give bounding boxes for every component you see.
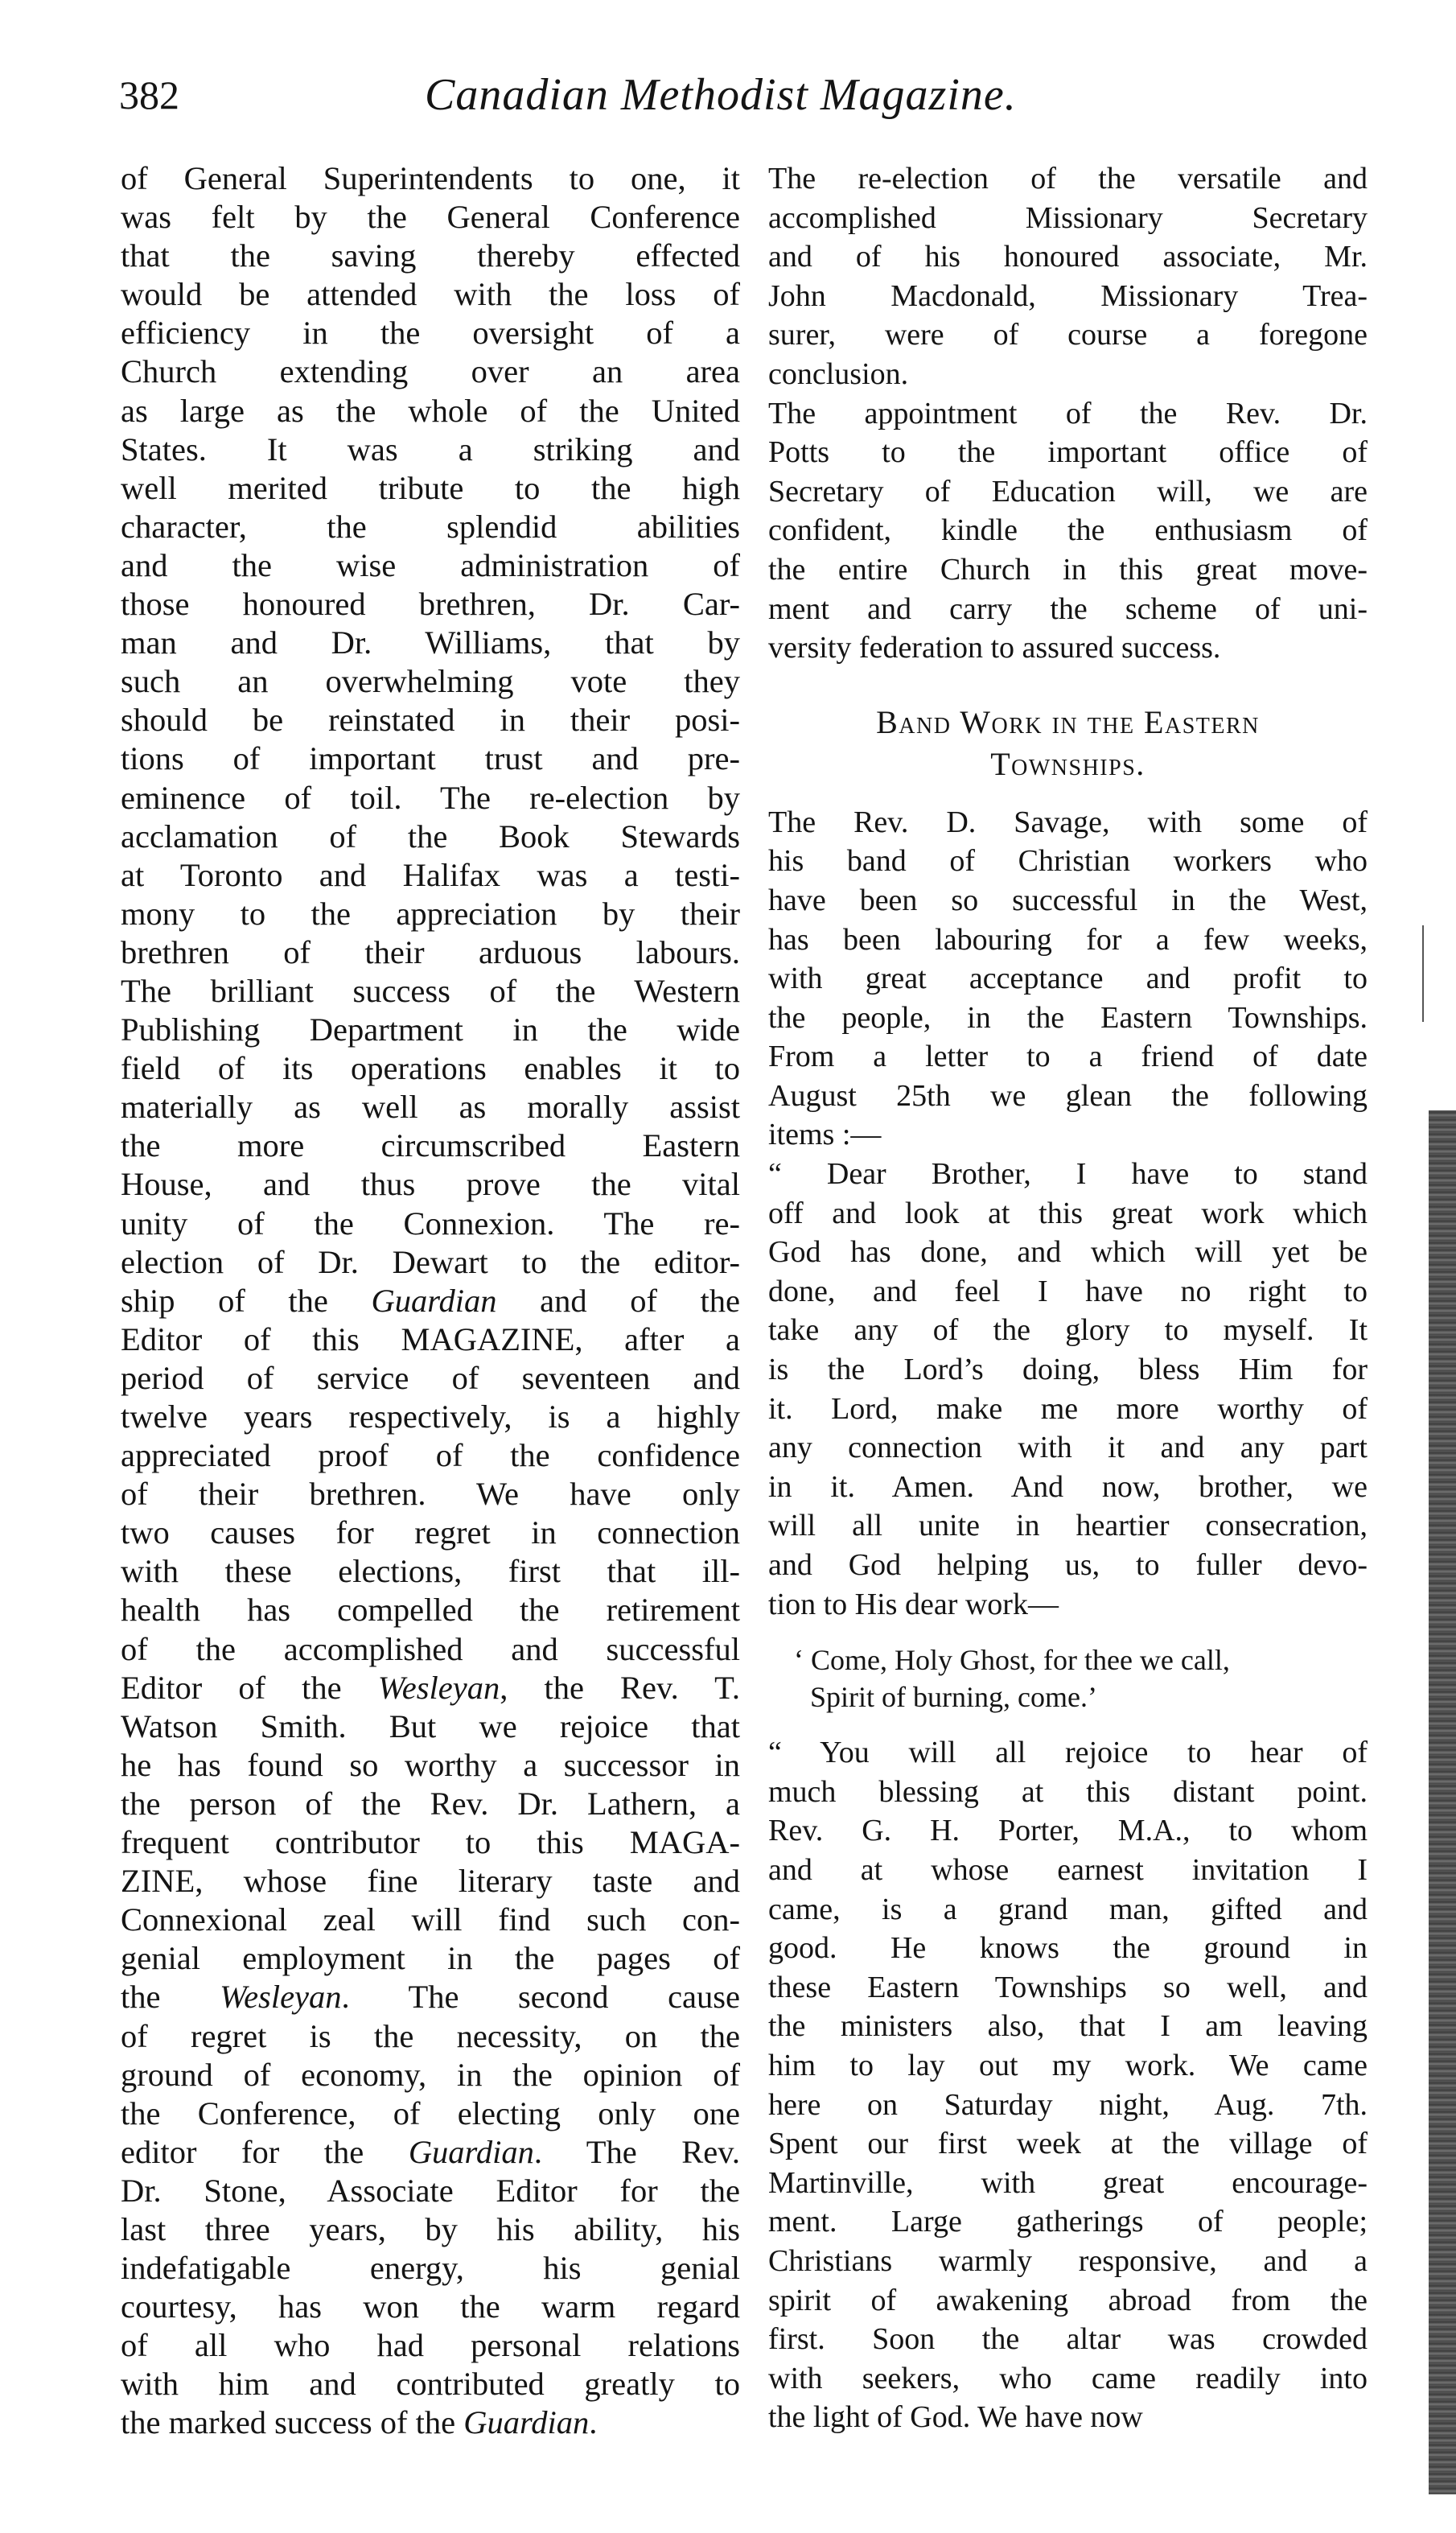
text-line: and the wise administration of [121, 546, 740, 583]
text-line: efficiency in the oversight of a [121, 315, 740, 352]
text-line: with seekers, who came readily into [768, 2361, 1368, 2395]
text-line: the entire Church in this great move- [768, 552, 1368, 587]
text-line: his band of Christian workers who [768, 844, 1368, 879]
text-line: items :— [768, 1118, 882, 1152]
text-line: accomplished Missionary Secretary [768, 200, 1368, 235]
text-line: the Wesleyan. The second cause [121, 1979, 740, 2016]
hymn-line-2: Spirit of burning, come.’ [810, 1681, 1097, 1714]
text-line: versity federation to assured success. [768, 631, 1221, 665]
text-line: John Macdonald, Missionary Trea- [768, 278, 1368, 313]
text-line: of their brethren. We have only [121, 1476, 740, 1513]
text-line: as large as the whole of the United [121, 392, 740, 429]
text-line: such an overwhelming vote they [121, 663, 740, 700]
scan-edge-shadow [1429, 1110, 1456, 2494]
text-line: the people, in the Eastern Townships. [768, 1000, 1368, 1035]
text-line: election of Dr. Dewart to the editor- [121, 1243, 740, 1280]
text-line: frequent contributor to this MAGA- [121, 1824, 740, 1861]
text-line: Rev. G. H. Porter, M.A., to whom [768, 1814, 1368, 1848]
text-line: and God helping us, to fuller devo- [768, 1548, 1368, 1582]
text-line: it. Lord, make me more worthy of [768, 1391, 1368, 1426]
text-line: that the saving thereby effected [121, 237, 740, 274]
text-line: good. He knows the ground in [768, 1931, 1368, 1966]
right-column [768, 159, 1368, 2437]
text-line: is the Lord’s doing, bless Him for [768, 1353, 1368, 1387]
text-line: first. Soon the altar was crowded [768, 2322, 1368, 2357]
text-line: conclusion. [768, 356, 909, 391]
text-line: two causes for regret in connection [121, 1514, 740, 1551]
text-line: Christians warmly responsive, and a [768, 2243, 1368, 2278]
text-line: of regret is the necessity, on the [121, 2017, 740, 2054]
text-line: the light of God. We have now [768, 2400, 1143, 2435]
text-line: ship of the Guardian and of the [121, 1282, 740, 1319]
text-line: in it. Amen. And now, brother, we [768, 1469, 1368, 1504]
text-line: of the accomplished and successful [121, 1630, 740, 1667]
text-line: health has compelled the retirement [121, 1592, 740, 1629]
text-line: take any of the glory to myself. It [768, 1313, 1368, 1348]
text-line: period of service of seventeen and [121, 1359, 740, 1396]
text-line: Potts to the important office of [768, 435, 1368, 470]
text-line: twelve years respectively, is a highly [121, 1398, 740, 1435]
text-line: him to lay out my work. We came [768, 2048, 1368, 2082]
text-line: The appointment of the Rev. Dr. [768, 396, 1368, 430]
text-line: “ Dear Brother, I have to stand [768, 1157, 1368, 1192]
hymn-line-1: ‘ Come, Holy Ghost, for thee we call, [794, 1644, 1230, 1677]
text-line: of General Superintendents to one, it [121, 160, 740, 196]
section-heading-line-2: Townships. [990, 745, 1145, 782]
text-line: done, and feel I have no right to [768, 1274, 1368, 1308]
running-title: Canadian Methodist Magazine. [425, 70, 1017, 120]
text-line: States. It was a striking and [121, 430, 740, 467]
text-line: the marked success of the Guardian. [121, 2404, 598, 2441]
right-column-letter [768, 1733, 1368, 2437]
text-line: House, and thus prove the vital [121, 1166, 740, 1203]
text-line: here on Saturday night, Aug. 7th. [768, 2087, 1368, 2122]
text-line: the person of the Rev. Dr. Lathern, a [121, 1785, 740, 1822]
text-line: “ You will all rejoice to hear of [768, 1736, 1368, 1770]
text-line: these Eastern Townships so well, and [768, 1970, 1368, 2004]
text-line: have been so successful in the West, [768, 883, 1368, 917]
text-line: The Rev. D. Savage, with some of [768, 805, 1368, 839]
left-column [121, 159, 740, 2443]
text-line: mony to the appreciation by their [121, 895, 740, 932]
text-line: Dr. Stone, Associate Editor for the [121, 2172, 740, 2209]
text-line: acclamation of the Book Stewards [121, 818, 740, 855]
text-line: was felt by the General Conference [121, 199, 740, 236]
text-line: Martinville, with great encourage- [768, 2165, 1368, 2200]
text-line: tions of important trust and pre- [121, 740, 740, 777]
text-line: Church extending over an area [121, 353, 740, 390]
text-line: tion to His dear work— [768, 1587, 1059, 1621]
text-line: editor for the Guardian. The Rev. [121, 2133, 740, 2170]
text-line: should be reinstated in their posi- [121, 702, 740, 739]
text-line: any connection with it and any part [768, 1431, 1368, 1465]
text-line: Publishing Department in the wide [121, 1011, 740, 1048]
text-line: brethren of their arduous labours. [121, 933, 740, 970]
text-line: ment and carry the scheme of uni- [768, 591, 1368, 626]
text-line: and of his honoured associate, Mr. [768, 240, 1368, 274]
text-line: will all unite in heartier consecration, [768, 1509, 1368, 1543]
text-line: Editor of the Wesleyan, the Rev. T. [121, 1669, 740, 1706]
text-line: with these elections, first that ill- [121, 1553, 740, 1590]
text-line: eminence of toil. The re-election by [121, 779, 740, 816]
text-line: spirit of awakening abroad from the [768, 2283, 1368, 2317]
text-line: the Conference, of electing only one [121, 2094, 740, 2131]
text-line: Connexional zeal will find such con- [121, 1901, 740, 1938]
text-line: ZINE, whose fine literary taste and [121, 1863, 740, 1900]
text-line: confident, kindle the enthusiasm of [768, 513, 1368, 548]
text-line: with great acceptance and profit to [768, 962, 1368, 996]
text-line: Secretary of Education will, we are [768, 474, 1368, 509]
text-line: Watson Smith. But we rejoice that [121, 1707, 740, 1744]
text-line: ment. Large gatherings of people; [768, 2205, 1368, 2239]
text-line: courtesy, has won the warm regard [121, 2288, 740, 2325]
text-line: Editor of this MAGAZINE, after a [121, 1320, 740, 1357]
text-line: of all who had personal relations [121, 2327, 740, 2364]
section-heading-line-1: Band Work in the Eastern [876, 703, 1260, 740]
text-line: August 25th we glean the following [768, 1078, 1368, 1113]
text-line: man and Dr. Williams, that by [121, 624, 740, 661]
text-line: ground of economy, in the opinion of [121, 2056, 740, 2093]
text-line: he has found so worthy a successor in [121, 1746, 740, 1783]
text-line: genial employment in the pages of [121, 1940, 740, 1977]
text-line: and at whose earnest invitation I [768, 1852, 1368, 1887]
text-line: surer, were of course a foregone [768, 318, 1368, 352]
text-line: came, is a grand man, gifted and [768, 1892, 1368, 1926]
text-line: the more circumscribed Eastern [121, 1127, 740, 1164]
text-line: Spent our first week at the village of [768, 2127, 1368, 2161]
text-line: much blessing at this distant point. [768, 1774, 1368, 1809]
text-line: indefatigable energy, his genial [121, 2250, 740, 2287]
text-line: From a letter to a friend of date [768, 1040, 1368, 1074]
right-column-intro [768, 159, 1368, 668]
right-column-article [768, 803, 1368, 1624]
text-line: the ministers also, that I am leaving [768, 2009, 1368, 2044]
text-line: The brilliant success of the Western [121, 972, 740, 1009]
text-line: appreciated proof of the confidence [121, 1437, 740, 1474]
text-line: would be attended with the loss of [121, 276, 740, 313]
scan-edge-mark [1422, 925, 1424, 1022]
page-number: 382 [119, 72, 179, 117]
text-line: materially as well as morally assist [121, 1089, 740, 1126]
text-line: unity of the Connexion. The re- [121, 1205, 740, 1242]
text-line: with him and contributed greatly to [121, 2366, 740, 2403]
text-line: The re-election of the versatile and [768, 162, 1368, 196]
text-line: off and look at this great work which [768, 1196, 1368, 1230]
text-line: field of its operations enables it to [121, 1050, 740, 1087]
text-line: last three years, by his ability, his [121, 2210, 740, 2247]
text-line: those honoured brethren, Dr. Car- [121, 586, 740, 623]
page-header [119, 63, 1374, 127]
text-line: at Toronto and Halifax was a testi- [121, 856, 740, 893]
text-line: has been labouring for a few weeks, [768, 922, 1368, 957]
text-line: character, the splendid abilities [121, 508, 740, 545]
text-line: well merited tribute to the high [121, 469, 740, 506]
text-line: God has done, and which will yet be [768, 1235, 1368, 1270]
